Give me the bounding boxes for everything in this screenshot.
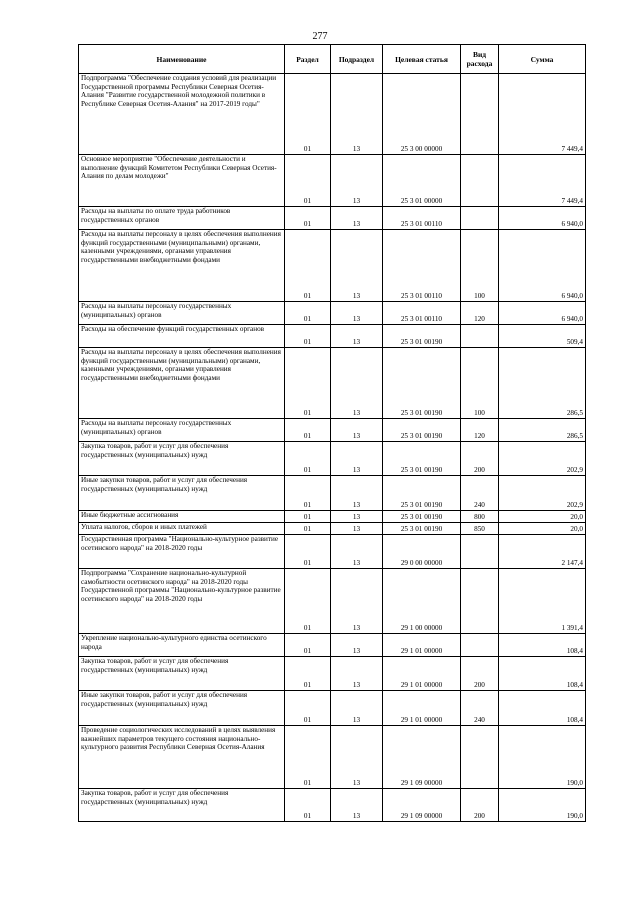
cell-amount: 108,4: [499, 634, 586, 657]
header-row: [79, 45, 586, 74]
cell-type: [461, 74, 499, 155]
cell-section: 01: [285, 535, 331, 569]
cell-target: 29 1 01 00000: [383, 634, 461, 657]
table-row: [79, 657, 586, 691]
table-row: [79, 523, 586, 535]
cell-subsection: 13: [331, 230, 383, 302]
table-row: [79, 442, 586, 476]
cell-amount: 20,0: [499, 511, 586, 523]
cell-subsection: 13: [331, 789, 383, 822]
cell-target: 25 3 01 00190: [383, 419, 461, 442]
cell-section: 01: [285, 511, 331, 523]
cell-subsection: 13: [331, 726, 383, 789]
cell-type: 800: [461, 511, 499, 523]
cell-section: 01: [285, 657, 331, 691]
cell-type: [461, 634, 499, 657]
cell-amount: 509,4: [499, 325, 586, 348]
cell-type: [461, 726, 499, 789]
cell-name: Расходы на выплаты персоналу в целях обеспечения выполнения функций государственными (муниципальными) органами, казенными учреждениями, органами управления государственными внебюджетными фондами: [79, 230, 285, 302]
cell-type: [461, 325, 499, 348]
cell-type: 200: [461, 789, 499, 822]
cell-amount: 286,5: [499, 348, 586, 419]
cell-name: Укрепление национально-культурного единства осетинского народа: [79, 634, 285, 657]
cell-type: 100: [461, 230, 499, 302]
cell-section: 01: [285, 634, 331, 657]
cell-section: 01: [285, 230, 331, 302]
cell-subsection: 13: [331, 348, 383, 419]
cell-type: 240: [461, 476, 499, 511]
cell-name: Расходы на выплаты персоналу государственных (муниципальных) органов: [79, 419, 285, 442]
cell-subsection: 13: [331, 155, 383, 207]
budget-table: [78, 44, 586, 822]
cell-type: 100: [461, 348, 499, 419]
page-number: 277: [312, 31, 328, 42]
cell-section: 01: [285, 789, 331, 822]
cell-name: Закупка товаров, работ и услуг для обеспечения государственных (муниципальных) нужд: [79, 442, 285, 476]
cell-section: 01: [285, 74, 331, 155]
table-row: [79, 207, 586, 230]
cell-amount: 7 449,4: [499, 155, 586, 207]
cell-amount: 108,4: [499, 657, 586, 691]
cell-subsection: 13: [331, 569, 383, 634]
header-type: Вид расхода: [461, 45, 499, 74]
cell-section: 01: [285, 348, 331, 419]
table-row: [79, 691, 586, 726]
cell-name: Государственная программа "Национально-культурное развитие осетинского народа" на 2018-2020 годы: [79, 535, 285, 569]
cell-target: 29 1 09 00000: [383, 789, 461, 822]
cell-name: Проведение социологических исследований в целях выявления важнейших параметров текущего состояния национально-культурного развития Республики Северная Осетия-Алания: [79, 726, 285, 789]
cell-type: [461, 535, 499, 569]
cell-name: Закупка товаров, работ и услуг для обеспечения государственных (муниципальных) нужд: [79, 657, 285, 691]
cell-name: Расходы на обеспечение функций государственных органов: [79, 325, 285, 348]
table-row: [79, 325, 586, 348]
cell-subsection: 13: [331, 476, 383, 511]
cell-subsection: 13: [331, 74, 383, 155]
cell-amount: 202,9: [499, 476, 586, 511]
cell-amount: 6 940,0: [499, 302, 586, 325]
cell-target: 25 3 01 00110: [383, 207, 461, 230]
cell-type: [461, 207, 499, 230]
cell-subsection: 13: [331, 657, 383, 691]
cell-section: 01: [285, 419, 331, 442]
cell-type: 120: [461, 302, 499, 325]
cell-target: 25 3 00 00000: [383, 74, 461, 155]
cell-target: 25 3 01 00190: [383, 523, 461, 535]
cell-subsection: 13: [331, 302, 383, 325]
cell-name: Расходы на выплаты персоналу государственных (муниципальных) органов: [79, 302, 285, 325]
table-body: [79, 74, 586, 822]
cell-name: Расходы на выплаты персоналу в целях обеспечения выполнения функций государственными (муниципальными) органами, казенными учреждениями, органами управления государственными внебюджетными фондами: [79, 348, 285, 419]
cell-section: 01: [285, 302, 331, 325]
header-amount: Сумма: [499, 45, 586, 74]
cell-subsection: 13: [331, 442, 383, 476]
cell-target: 25 3 01 00190: [383, 476, 461, 511]
cell-amount: 6 940,0: [499, 230, 586, 302]
table-row: [79, 419, 586, 442]
cell-subsection: 13: [331, 419, 383, 442]
cell-section: 01: [285, 726, 331, 789]
cell-name: Закупка товаров, работ и услуг для обеспечения государственных (муниципальных) нужд: [79, 789, 285, 822]
cell-subsection: 13: [331, 523, 383, 535]
cell-section: 01: [285, 207, 331, 230]
cell-name: Иные бюджетные ассигнования: [79, 511, 285, 523]
header-subsection: Подраздел: [331, 45, 383, 74]
cell-subsection: 13: [331, 634, 383, 657]
cell-type: 120: [461, 419, 499, 442]
table-row: [79, 535, 586, 569]
cell-subsection: 13: [331, 511, 383, 523]
table-row: [79, 74, 586, 155]
cell-name: Основное мероприятие "Обеспечение деятельности и выполнение функций Комитетом Республики Северная Осетия-Алания по делам молодежи": [79, 155, 285, 207]
cell-subsection: 13: [331, 691, 383, 726]
cell-section: 01: [285, 523, 331, 535]
cell-subsection: 13: [331, 325, 383, 348]
header-section: Раздел: [285, 45, 331, 74]
cell-name: Иные закупки товаров, работ и услуг для обеспечения государственных (муниципальных) нужд: [79, 691, 285, 726]
cell-amount: 190,0: [499, 789, 586, 822]
cell-section: 01: [285, 691, 331, 726]
header-name: Наименование: [79, 45, 285, 74]
cell-section: 01: [285, 442, 331, 476]
cell-name: Расходы на выплаты по оплате труда работников государственных органов: [79, 207, 285, 230]
cell-name: Подпрограмма "Обеспечение создания условий для реализации Государственной программы Республики Северная Осетия-Алания "Развитие государственной молодежной политики в Республике Северная Осетия-Алания" на 2017-2019 годы": [79, 74, 285, 155]
cell-amount: 108,4: [499, 691, 586, 726]
cell-target: 29 1 00 00000: [383, 569, 461, 634]
cell-amount: 20,0: [499, 523, 586, 535]
cell-type: [461, 569, 499, 634]
cell-type: 200: [461, 657, 499, 691]
cell-section: 01: [285, 155, 331, 207]
cell-target: 25 3 01 00110: [383, 230, 461, 302]
cell-type: 240: [461, 691, 499, 726]
cell-target: 25 3 01 00190: [383, 325, 461, 348]
cell-target: 29 0 00 00000: [383, 535, 461, 569]
cell-amount: 286,5: [499, 419, 586, 442]
table-row: [79, 569, 586, 634]
cell-type: 200: [461, 442, 499, 476]
cell-type: 850: [461, 523, 499, 535]
cell-section: 01: [285, 569, 331, 634]
header-target: Целевая статья: [383, 45, 461, 74]
table-row: [79, 302, 586, 325]
cell-section: 01: [285, 476, 331, 511]
cell-target: 29 1 01 00000: [383, 657, 461, 691]
cell-type: [461, 155, 499, 207]
cell-amount: 1 391,4: [499, 569, 586, 634]
cell-amount: 2 147,4: [499, 535, 586, 569]
table-row: [79, 634, 586, 657]
cell-target: 25 3 01 00190: [383, 511, 461, 523]
table-row: [79, 789, 586, 822]
cell-target: 25 3 01 00190: [383, 442, 461, 476]
table-row: [79, 476, 586, 511]
table-row: [79, 511, 586, 523]
cell-name: Иные закупки товаров, работ и услуг для обеспечения государственных (муниципальных) нужд: [79, 476, 285, 511]
table-row: [79, 348, 586, 419]
cell-target: 29 1 09 00000: [383, 726, 461, 789]
cell-section: 01: [285, 325, 331, 348]
cell-target: 29 1 01 00000: [383, 691, 461, 726]
cell-target: 25 3 01 00110: [383, 302, 461, 325]
cell-target: 25 3 01 00000: [383, 155, 461, 207]
cell-target: 25 3 01 00190: [383, 348, 461, 419]
cell-subsection: 13: [331, 207, 383, 230]
cell-amount: 7 449,4: [499, 74, 586, 155]
table-row: [79, 155, 586, 207]
cell-amount: 6 940,0: [499, 207, 586, 230]
cell-amount: 190,0: [499, 726, 586, 789]
cell-subsection: 13: [331, 535, 383, 569]
cell-amount: 202,9: [499, 442, 586, 476]
table-row: [79, 726, 586, 789]
table-row: [79, 230, 586, 302]
cell-name: Подпрограмма "Сохранение национально-культурной самобытности осетинского народа" на 2018-2020 годы Государственной программы "Национально-культурное развитие осетинского народа" на 2018-2020 годы: [79, 569, 285, 634]
cell-name: Уплата налогов, сборов и иных платежей: [79, 523, 285, 535]
